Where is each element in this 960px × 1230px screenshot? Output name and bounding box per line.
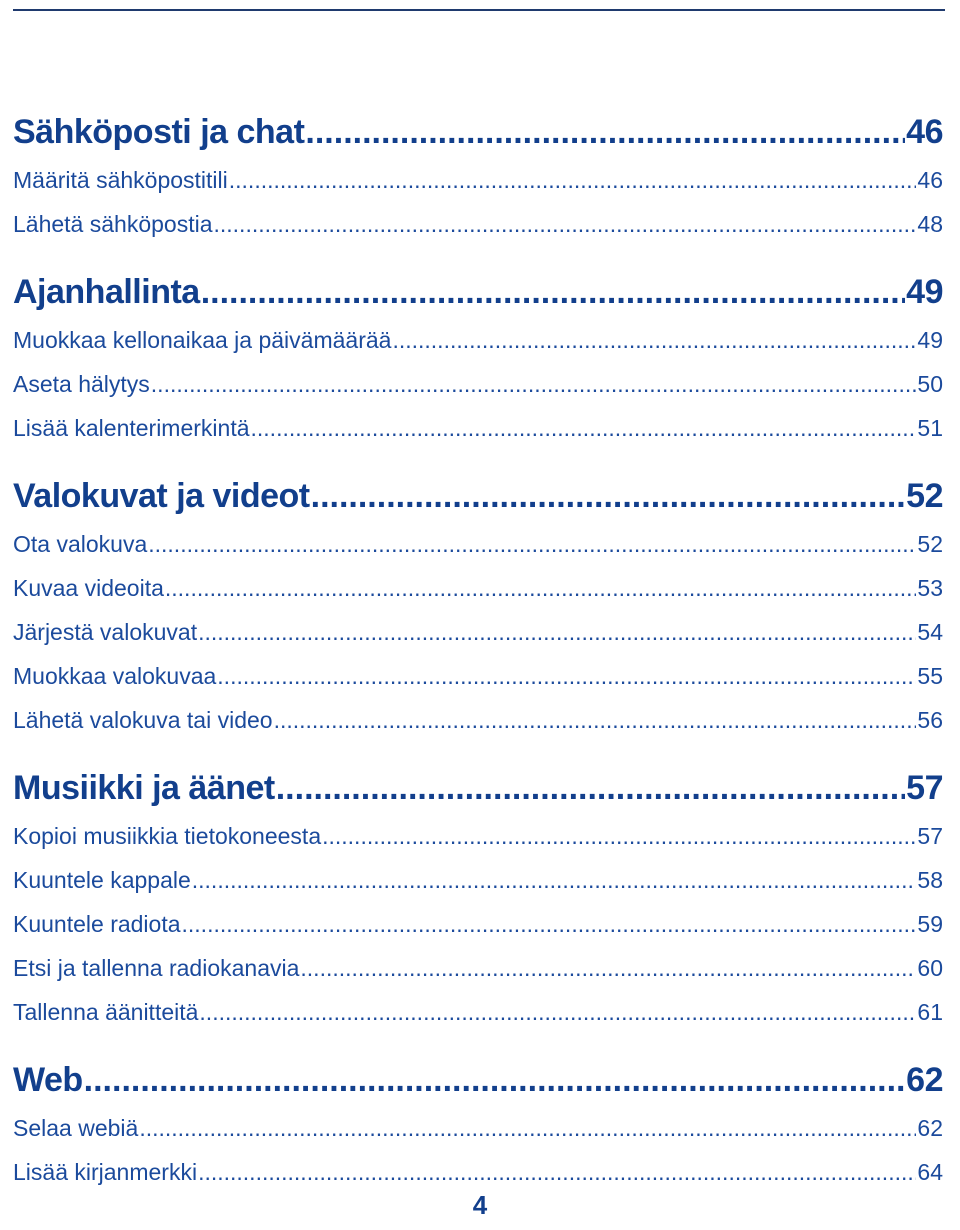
toc-heading-label: Ajanhallinta <box>13 273 200 311</box>
dot-leader <box>192 858 917 902</box>
toc-heading-ajanhallinta[interactable] <box>13 270 943 314</box>
toc-entry-label: Selaa webiä <box>13 1115 139 1141</box>
table-of-contents <box>13 110 943 1194</box>
dot-leader <box>229 158 917 202</box>
toc-entries <box>13 1106 943 1194</box>
toc-entries <box>13 158 943 246</box>
dot-leader <box>311 474 906 518</box>
toc-entry-label: Lähetä valokuva tai video <box>13 707 273 733</box>
toc-heading-label: Musiikki ja äänet <box>13 769 275 807</box>
toc-entry-page: 55 <box>917 663 943 689</box>
toc-heading-label: Valokuvat ja videot <box>13 477 310 515</box>
toc-entry-page: 48 <box>917 211 943 237</box>
toc-entry[interactable] <box>13 1106 943 1150</box>
toc-entry[interactable] <box>13 566 943 610</box>
toc-entry-label: Tallenna äänitteitä <box>13 999 199 1025</box>
toc-entry-label: Aseta hälytys <box>13 371 150 397</box>
toc-entries <box>13 814 943 1034</box>
toc-entry-page: 59 <box>917 911 943 937</box>
toc-heading-label: Sähköposti ja chat <box>13 113 305 151</box>
toc-entry[interactable] <box>13 1150 943 1194</box>
toc-heading-musiikki[interactable] <box>13 766 943 810</box>
toc-heading-label: Web <box>13 1061 83 1099</box>
toc-heading-web[interactable] <box>13 1058 943 1102</box>
toc-heading-valokuvat[interactable] <box>13 474 943 518</box>
toc-entry-label: Kuuntele kappale <box>13 867 191 893</box>
toc-entry-label: Lisää kalenterimerkintä <box>13 415 250 441</box>
toc-entry[interactable] <box>13 698 943 742</box>
toc-entry[interactable] <box>13 362 943 406</box>
toc-heading-page: 62 <box>906 1061 943 1099</box>
toc-entry-label: Järjestä valokuvat <box>13 619 198 645</box>
dot-leader <box>217 654 916 698</box>
toc-heading-page: 49 <box>906 273 943 311</box>
toc-heading-sahkoposti[interactable] <box>13 110 943 154</box>
toc-entry-label: Muokkaa kellonaikaa ja päivämäärää <box>13 327 392 353</box>
toc-heading-page: 57 <box>906 769 943 807</box>
toc-entry-page: 56 <box>917 707 943 733</box>
toc-entry[interactable] <box>13 814 943 858</box>
toc-entries <box>13 522 943 742</box>
toc-entry[interactable] <box>13 406 943 450</box>
toc-entry[interactable] <box>13 990 943 1034</box>
toc-entry[interactable] <box>13 610 943 654</box>
toc-entry-page: 64 <box>917 1159 943 1185</box>
dot-leader <box>214 202 917 246</box>
dot-leader <box>305 110 905 154</box>
toc-entry-page: 52 <box>917 531 943 557</box>
toc-entry-page: 54 <box>917 619 943 645</box>
toc-entry-label: Kuuntele radiota <box>13 911 181 937</box>
dot-leader <box>165 566 917 610</box>
dot-leader <box>198 1150 916 1194</box>
toc-entry-label: Kopioi musiikkia tietokoneesta <box>13 823 322 849</box>
dot-leader <box>182 902 917 946</box>
toc-section <box>13 270 943 450</box>
dot-leader <box>251 406 917 450</box>
toc-entry-label: Kuvaa videoita <box>13 575 164 601</box>
toc-section <box>13 766 943 1034</box>
dot-leader <box>300 946 916 990</box>
toc-section <box>13 474 943 742</box>
dot-leader <box>199 990 916 1034</box>
toc-section <box>13 110 943 246</box>
top-rule <box>13 9 945 11</box>
toc-entry-page: 61 <box>917 999 943 1025</box>
dot-leader <box>148 522 916 566</box>
toc-section <box>13 1058 943 1194</box>
dot-leader <box>392 318 916 362</box>
toc-entry-label: Lähetä sähköpostia <box>13 211 213 237</box>
toc-entries <box>13 318 943 450</box>
toc-entry-page: 58 <box>917 867 943 893</box>
toc-entry[interactable] <box>13 858 943 902</box>
toc-entry-label: Ota valokuva <box>13 531 148 557</box>
dot-leader <box>151 362 917 406</box>
toc-entry[interactable] <box>13 158 943 202</box>
toc-entry-page: 51 <box>917 415 943 441</box>
toc-entry[interactable] <box>13 902 943 946</box>
toc-entry-label: Muokkaa valokuvaa <box>13 663 217 689</box>
toc-entry-page: 49 <box>917 327 943 353</box>
toc-entry-label: Etsi ja tallenna radiokanavia <box>13 955 300 981</box>
dot-leader <box>201 270 905 314</box>
toc-entry-label: Lisää kirjanmerkki <box>13 1159 198 1185</box>
dot-leader <box>139 1106 916 1150</box>
toc-entry[interactable] <box>13 946 943 990</box>
toc-entry-page: 53 <box>917 575 943 601</box>
page-number: 4 <box>472 1190 488 1220</box>
toc-entry-page: 62 <box>917 1115 943 1141</box>
dot-leader <box>276 766 905 810</box>
dot-leader <box>84 1058 906 1102</box>
dot-leader <box>322 814 916 858</box>
dot-leader <box>274 698 917 742</box>
toc-entry[interactable] <box>13 318 943 362</box>
toc-entry[interactable] <box>13 202 943 246</box>
toc-entry-page: 46 <box>917 167 943 193</box>
toc-entry-label: Määritä sähköpostitili <box>13 167 228 193</box>
toc-entry[interactable] <box>13 522 943 566</box>
toc-entry-page: 57 <box>917 823 943 849</box>
toc-entry[interactable] <box>13 654 943 698</box>
toc-entry-page: 50 <box>917 371 943 397</box>
toc-entry-page: 60 <box>917 955 943 981</box>
toc-heading-page: 52 <box>906 477 943 515</box>
toc-heading-page: 46 <box>906 113 943 151</box>
dot-leader <box>198 610 916 654</box>
